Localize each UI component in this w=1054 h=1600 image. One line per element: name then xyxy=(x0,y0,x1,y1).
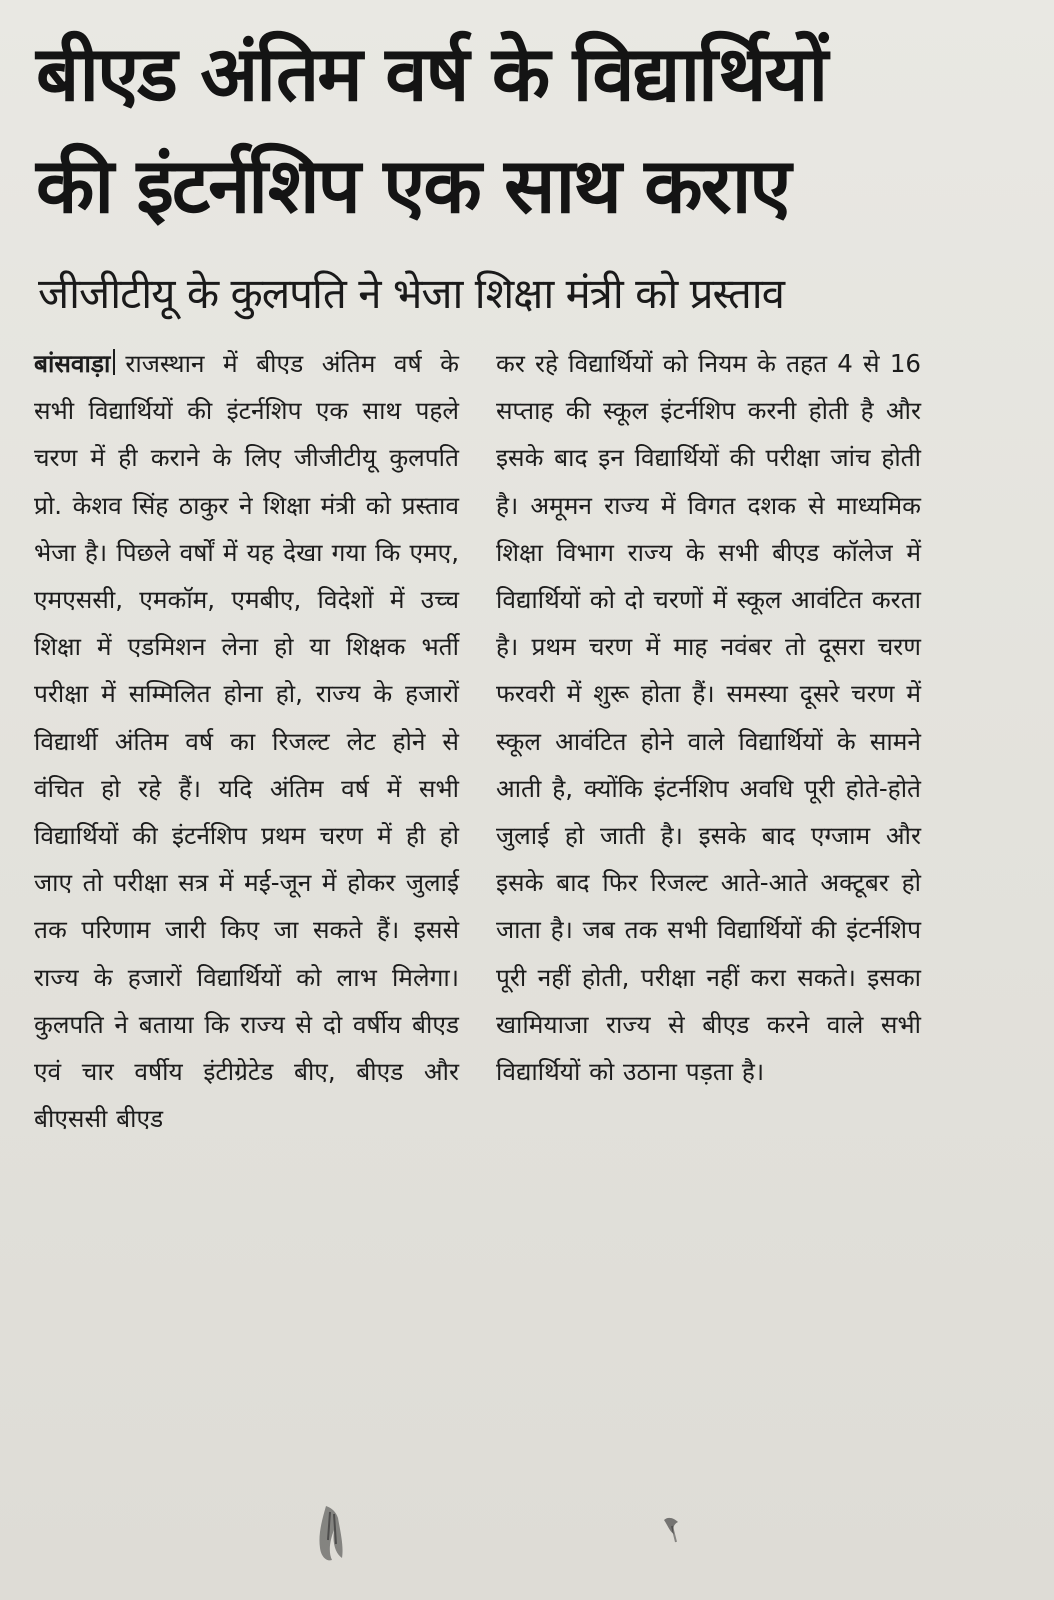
column-2-text xyxy=(496,340,921,1095)
print-speck-mark xyxy=(312,1500,352,1570)
column-1-text xyxy=(34,340,459,1142)
headline-line-2: की इंटर्नशिप एक साथ कराए xyxy=(36,141,790,230)
article-column-2 xyxy=(496,340,921,1095)
column-1-body: राजस्थान में बीएड अंतिम वर्ष के सभी विद्यार्थियों की इंटर्नशिप एक साथ पहले चरण में ही कराने के लिए जीजीटीयू कुलपति प्रो. केशव सिंह ठाकुर ने शिक्षा मंत्री को प्रस्ताव भेजा है। पिछले वर्षों में यह देखा गया कि एमए, एमएससी, एमकॉम, एमबीए, विदेशों में उच्च शिक्षा में एडमिशन लेना हो या शिक्षक भर्ती परीक्षा में सम्मिलित होना हो, राज्य के हजारों विद्यार्थी अंतिम वर्ष का रिजल्ट लेट होने से वंचित हो रहे हैं। यदि अंतिम वर्ष में सभी विद्यार्थियों की इंटर्नशिप प्रथम चरण में ही हो जाए तो परीक्षा सत्र में मई-जून में होकर जुलाई तक परिणाम जारी किए जा सकते हैं। इससे राज्य के हजारों विद्यार्थियों को लाभ मिलेगा। कुलपति ने बताया कि राज्य से दो वर्षीय बीएड एवं चार वर्षीय इंटीग्रेटेड बीए, बीएड और बीएससी बीएड xyxy=(34,349,459,1134)
headline-line-1: बीएड अंतिम वर्ष के विद्यार्थियों xyxy=(36,29,827,118)
article-column-1 xyxy=(34,340,459,1142)
dateline: बांसवाड़ा xyxy=(34,349,111,378)
headline xyxy=(36,18,996,242)
column-2-body: कर रहे विद्यार्थियों को नियम के तहत 4 से 16 सप्ताह की स्कूल इंटर्नशिप करनी होती है और इसके बाद इन विद्यार्थियों की परीक्षा जांच होती है। अमूमन राज्य में विगत दशक से माध्यमिक शिक्षा विभाग राज्य के सभी बीएड कॉलेज में विद्यार्थियों को दो चरणों में स्कूल आवंटित करता है। प्रथम चरण में माह नवंबर तो दूसरा चरण फरवरी में शुरू होता हैं। समस्या दूसरे चरण में स्कूल आवंटित होने वाले विद्यार्थियों के सामने आती है, क्योंकि इंटर्नशिप अवधि पूरी होते-होते जुलाई हो जाती है। इसके बाद एग्जाम और इसके बाद फिर रिजल्ट आते-आते अक्टूबर हो जाता है। जब तक सभी विद्यार्थियों की इंटर्नशिप पूरी नहीं होती, परीक्षा नहीं करा सकते। इसका खामियाजा राज्य से बीएड करने वाले सभी विद्यार्थियों को उठाना पड़ता है। xyxy=(496,349,921,1087)
print-speck-mark-small xyxy=(660,1512,686,1548)
dateline-separator xyxy=(113,349,115,375)
subheadline: जीजीटीयू के कुलपति ने भेजा शिक्षा मंत्री को प्रस्ताव xyxy=(38,269,784,318)
